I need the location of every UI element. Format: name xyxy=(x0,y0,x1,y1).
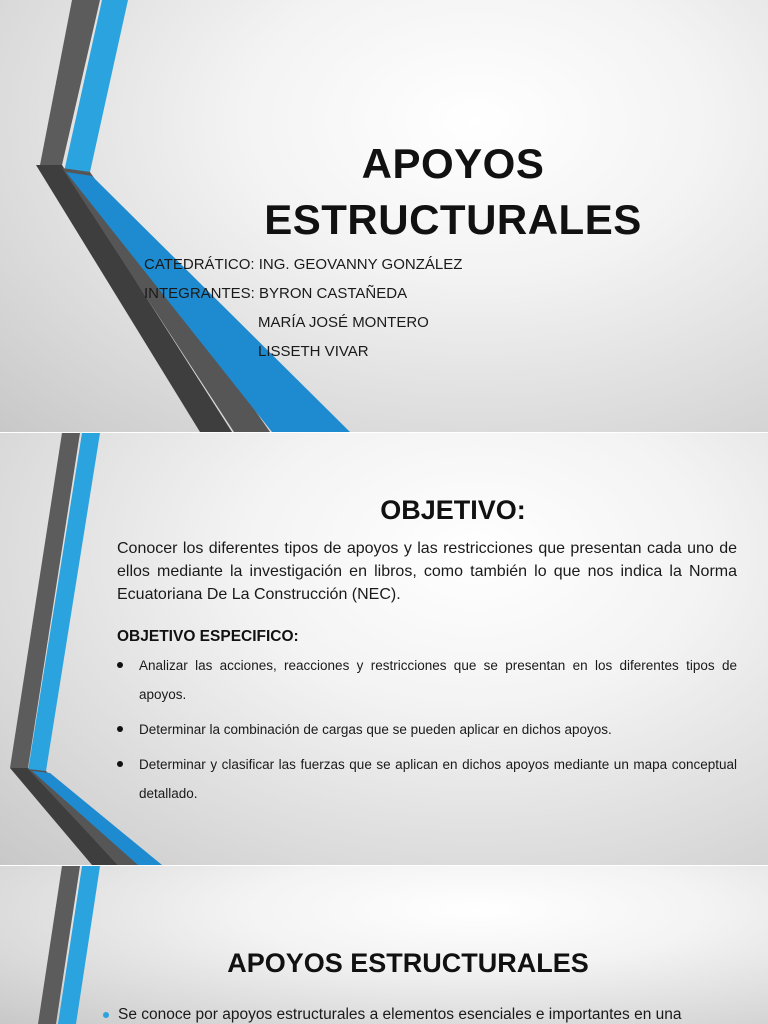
list-item: Analizar las acciones, reacciones y restricciones que se presentan en los diferentes tipos de apoyos. xyxy=(117,651,737,709)
member-name: LISSETH VIVAR xyxy=(258,343,369,360)
section-paragraph: Se conoce por apoyos estructurales a elementos esenciales e importantes en una xyxy=(118,1004,738,1024)
member-name: MARÍA JOSÉ MONTERO xyxy=(258,314,429,331)
bullet-icon xyxy=(117,761,123,767)
bullet-icon xyxy=(117,662,123,668)
list-item: Determinar y clasificar las fuerzas que se aplican en dichos apoyos mediante un mapa conceptual detallado. xyxy=(117,750,737,808)
objective-paragraph: Conocer los diferentes tipos de apoyos y las restricciones que presentan cada uno de ellos mediante la investigación en libros, como también lo que nos indica la Norma Ecuatoriana De La Construcción (NEC). xyxy=(117,540,737,603)
specific-objectives-list xyxy=(117,651,737,814)
slide-supports xyxy=(0,866,768,1024)
slide-objective xyxy=(0,433,768,865)
bullet-icon xyxy=(117,726,123,732)
decorative-stripes xyxy=(0,866,768,1024)
slide-title xyxy=(0,0,768,432)
list-item: Determinar la combinación de cargas que se pueden aplicar en dichos apoyos. xyxy=(117,715,737,744)
bullet-icon xyxy=(103,1012,109,1018)
presentation-title: APOYOS ESTRUCTURALES xyxy=(264,140,642,243)
specific-objective-heading: OBJETIVO ESPECIFICO: xyxy=(117,628,299,645)
members-label: INTEGRANTES: BYRON CASTAÑEDA xyxy=(144,285,408,302)
section-title: APOYOS ESTRUCTURALES xyxy=(227,948,589,978)
objective-title: OBJETIVO: xyxy=(380,495,526,525)
professor-line: CATEDRÁTICO: ING. GEOVANNY GONZÁLEZ xyxy=(144,256,463,273)
